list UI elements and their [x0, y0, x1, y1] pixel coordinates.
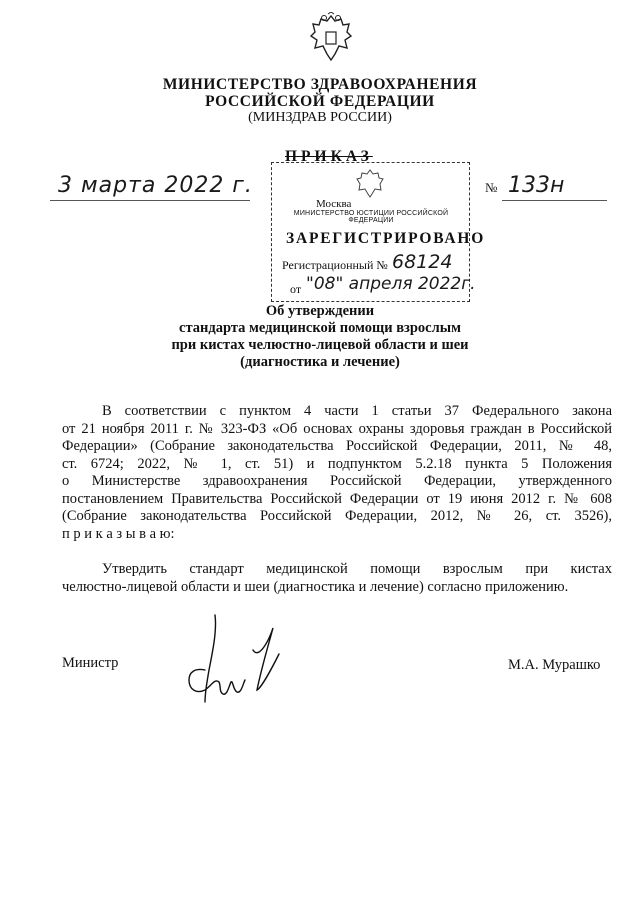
body-line: Утвердить стандарт медицинской помощи взрослым при кистах	[102, 561, 612, 577]
body-line: п р и к а з ы в а ю:	[62, 525, 175, 542]
body-line: от 21 ноября 2011 г. № 323-ФЗ «Об основах охраны здоровья граждан в Российской	[62, 420, 612, 437]
eagle-stamp-icon	[354, 167, 386, 199]
subject-line3: при кистах челюстно-лицевой области и шеи	[171, 337, 469, 353]
ministry-name-line2: РОССИЙСКОЙ ФЕДЕРАЦИИ	[205, 93, 435, 110]
body-line: В соответствии с пунктом 4 части 1 статьи 37 Федерального закона	[102, 403, 612, 419]
stamp-from-label: от	[290, 282, 302, 296]
body-line: ст. 6724; 2022, № 1, ст. 51) и подпунктом 5.2.18 пункта 5 Положения	[62, 455, 612, 472]
subject-line2: стандарта медицинской помощи взрослым	[179, 320, 461, 336]
stamp-reg-number: 68124	[392, 251, 453, 273]
body-line: челюстно-лицевой области и шеи (диагностика и лечение) согласно приложению.	[62, 578, 569, 595]
stamp-ministry: МИНИСТЕРСТВО ЮСТИЦИИ РОССИЙСКОЙ ФЕДЕРАЦИИ	[293, 210, 449, 224]
body-line: (Собрание законодательства Российской Федерации, 2012, № 26, ст. 3526),	[62, 508, 612, 524]
body-line: о Министерстве здравоохранения Российской Федерации, утвержденного	[62, 473, 612, 489]
signature-icon	[175, 610, 295, 710]
order-date: 3 марта 2022 г.	[58, 173, 253, 198]
signatory-name: М.А. Мурашко	[508, 657, 601, 673]
number-underline	[502, 200, 607, 201]
subject-line4: (диагностика и лечение)	[240, 354, 400, 370]
subject-line1: Об утверждении	[265, 303, 375, 319]
ministry-short-name: (МИНЗДРАВ РОССИИ)	[248, 110, 392, 125]
order-number-sign: №	[485, 180, 498, 195]
body-line: Федерации» (Собрание законодательства Российской Федерации, 2011, № 48,	[62, 438, 612, 454]
stamp-from-date: "08" апреля 2022г.	[306, 274, 476, 294]
order-number: 133н	[508, 173, 565, 198]
order-title: ПРИКАЗ	[285, 148, 373, 165]
signatory-role: Министр	[62, 655, 119, 671]
body-line: постановлением Правительства Российской Федерации от 19 июня 2012 г. № 608	[62, 490, 612, 507]
coat-of-arms-icon	[307, 12, 355, 64]
stamp-city: Москва	[316, 198, 352, 210]
stamp-registered-label: ЗАРЕГИСТРИРОВАНО	[286, 230, 486, 247]
ministry-name-line1: МИНИСТЕРСТВО ЗДРАВООХРАНЕНИЯ	[162, 76, 478, 93]
stamp-reg-number-label: Регистрационный №	[282, 258, 388, 272]
body-paragraph-2	[62, 561, 612, 596]
date-underline	[50, 200, 250, 201]
body-paragraph-1	[62, 403, 612, 543]
